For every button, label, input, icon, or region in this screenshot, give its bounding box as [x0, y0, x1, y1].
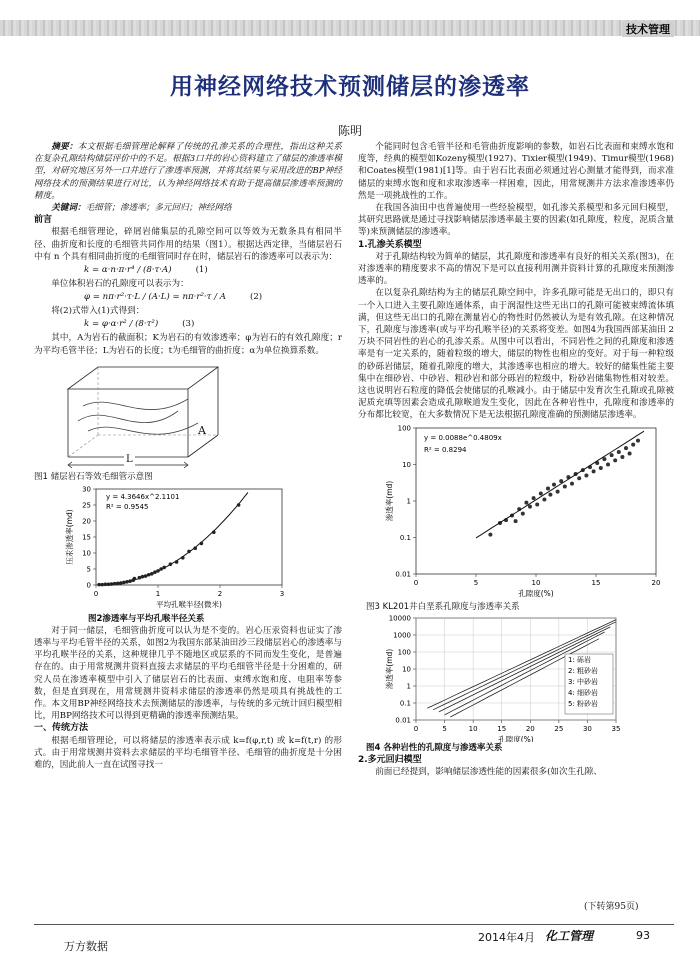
data-point: [539, 491, 543, 495]
figure-4: [366, 614, 666, 754]
paragraph: 在我国各油田中也普遍使用一些经验模型，如孔渗关系模型和多元回归模型，其研究思路就是通过寻找影响储层渗透率最主要的因素(如孔隙度，粒度，泥质含量等)来预测储层的渗透率。: [358, 203, 674, 238]
y-tick-label: 100: [397, 424, 411, 433]
x-tick-label: 35: [611, 724, 621, 733]
data-point: [200, 541, 204, 545]
legend-entry: 5: 粉砂岩: [568, 699, 599, 708]
subsection-2-heading: 2.多元回归模型: [358, 754, 422, 765]
equation-3: k = φ·α·r² / (8·τ²) (3): [84, 319, 195, 330]
x-tick-label: 0: [413, 724, 419, 733]
data-point: [617, 450, 621, 454]
y-axis-label: 渗透率(md): [385, 648, 394, 689]
y-tick-label: 1: [406, 682, 411, 691]
data-point: [548, 492, 552, 496]
data-point: [113, 582, 117, 586]
x-tick-label: 0: [413, 578, 419, 587]
x-tick-label: 5: [442, 724, 447, 733]
continued-note: (下转第95页): [584, 902, 639, 912]
fig2-chart: [54, 483, 294, 613]
article-author: 陈明: [337, 124, 362, 138]
x-tick-label: 10: [468, 724, 478, 733]
journal-name: 化工管理: [545, 929, 594, 943]
keywords: 关键词：毛细管；渗透率；多元回归；神经网络: [51, 203, 232, 214]
y-tick-label: 0.01: [395, 570, 411, 579]
left-column: [34, 141, 342, 771]
data-point: [175, 560, 179, 564]
data-point: [488, 532, 492, 536]
data-point: [125, 580, 129, 584]
data-point: [584, 473, 588, 477]
fit-equation: y = 4.3646x^2.1101: [106, 492, 180, 501]
data-point: [563, 484, 567, 488]
y-tick-label: 10000: [388, 614, 411, 623]
data-point: [147, 573, 151, 577]
data-point: [556, 489, 560, 493]
x-tick-label: 15: [591, 578, 601, 587]
section-tag: 技术管理: [622, 21, 674, 37]
figure-3: [366, 424, 666, 614]
y-tick-label: 20: [82, 517, 91, 526]
data-point: [100, 583, 104, 587]
x-tick-label: 3: [279, 589, 285, 598]
y-tick-label: 10: [402, 460, 411, 469]
data-point: [620, 455, 624, 459]
section-1-heading: 一、传统方法: [34, 723, 89, 734]
data-point: [592, 469, 596, 473]
capillary-diagram: [48, 361, 228, 469]
data-point: [532, 496, 536, 500]
fit-r2: R² = 0.8294: [424, 445, 467, 454]
data-point: [119, 581, 123, 585]
data-point: [631, 442, 635, 446]
data-point: [528, 504, 532, 508]
y-tick-label: 0.01: [395, 716, 411, 725]
data-point: [636, 438, 640, 442]
data-point: [187, 549, 191, 553]
data-point: [122, 580, 126, 584]
x-tick-label: 0: [93, 589, 99, 598]
figure-2: [54, 483, 294, 625]
x-tick-label: 20: [525, 724, 535, 733]
paragraph: 在以复杂孔隙结构为主的储层孔隙空间中，许多孔隙可能是无出口的，即只有一个入口进入主要孔隙连通体系，由于润湿性这些无出口的孔隙可能被束缚流体填满，但这些无出口的孔隙在测量岩心的物性时仍然被认为是有效孔隙。在这种情况下，孔隙度与渗透率(或与平均孔喉半径)的关系将变差。如图4为我国西部某油田 2 万块不同岩性的岩心的孔渗关系。从图中可以看出，不同岩性之间的孔隙度和渗透率是有一定关系的，随着粒级的增大，储层的物性也相应的变好。对于每一种粒级的砂砾岩储层，随着孔隙度的增大，其渗透率也相应的增大。较好的储集性能主要集中在细砂岩、中砂岩、粗砂岩和部分砾岩的粒级中，粉砂岩储集物性相对较差。这也说明岩石粒度的降低会使储层的孔喉减小。由于储层中发育次生孔隙或孔隙被泥质充填等因素会造成孔隙喉道发生变化，因此在各种岩性中，孔隙度和渗透率的分布都比较宽，在大多数情况下是无法根据孔隙度准确的预测储层渗透率。: [358, 288, 674, 421]
paragraph: 个能同时包含毛管半径和毛管曲折度影响的参数，如岩石比表面和束缚水饱和度等，经典的模型如Kozeny模型(1927)、Tixier模型(1949)、Timur模型(1968)和Coates模型(1981)[1]等。由于岩石比表面必须通过岩心测量才能得到，而求准储层的束缚水饱和度和求取渗透率一样困难，因此，用常规测井方法求准渗透率仍然是一项挑战性的工作。: [358, 142, 674, 201]
fig1-label-L: L: [126, 453, 133, 465]
y-tick-label: 10: [82, 549, 91, 558]
x-tick-label: 1: [155, 589, 161, 598]
header-band: [0, 20, 700, 36]
x-tick-label: 5: [473, 578, 479, 587]
data-point: [107, 582, 111, 586]
issue-date: 2014年4月: [478, 931, 535, 944]
y-axis-label: 渗透率(md): [385, 480, 394, 521]
y-tick-label: 1000: [393, 631, 411, 640]
data-point: [524, 500, 528, 504]
fig4-caption: 图4 各种岩性的孔隙度与渗透率关系: [366, 742, 503, 753]
data-point: [141, 575, 145, 579]
data-point: [610, 453, 614, 457]
paragraph: 对于孔隙结构较为简单的储层，其孔隙度和渗透率有良好的相关关系(图3)，在对渗透率的精度要求不高的情况下是可以直接利用测井资料计算的孔隙度来预测渗透率的。: [358, 251, 674, 287]
y-tick-label: 100: [397, 648, 411, 657]
fit-curve: [476, 431, 644, 538]
data-point: [110, 582, 114, 586]
y-tick-label: 1: [406, 497, 411, 506]
x-axis-label: 平均孔喉半径(微米): [156, 599, 222, 609]
y-tick-label: 0.1: [399, 533, 411, 542]
paragraph: 前面已经提到，影响储层渗透性能的因素很多(如次生孔隙、: [375, 766, 602, 777]
x-tick-label: 15: [497, 724, 507, 733]
paragraph: 根据毛细管理论，可以将储层的渗透率表示成 k=f(φ,r,t) 或 k=f(t,r) 的形式。由于用常规测井资料去求储层的平均毛细管半径、毛细管的曲折度是十分困难的，因此前人一直在试图寻找一: [34, 735, 342, 771]
y-tick-label: 15: [82, 533, 91, 542]
data-point: [97, 583, 101, 587]
data-point: [159, 567, 163, 571]
abstract: 摘要：本文根据毛细管理论解释了传统的孔渗关系的合理性，指出这种关系在复杂孔隙结构储层评价中的不足。根据3口井的岩心资料建立了储层的渗透率模型，对研究地区另外一口井进行了渗透率预测，并将其结果与采用改进的BP神经网络技术的预测结果进行对比，认为神经网络技术有助于提高储层渗透率预测的精度。: [34, 142, 342, 201]
fig1-label-A: A: [198, 423, 206, 437]
fig3-caption: 图3 KL201井白垩系孔隙度与渗透率关系: [366, 601, 520, 612]
data-point: [138, 576, 142, 580]
data-point: [104, 582, 108, 586]
y-tick-label: 0.1: [399, 699, 411, 708]
data-point: [577, 476, 581, 480]
footer-divider: [34, 924, 674, 925]
data-point: [116, 581, 120, 585]
right-column: [358, 141, 674, 778]
fit-equation: y = 0.0088e^0.4809x: [424, 433, 502, 442]
data-point: [150, 572, 154, 576]
y-tick-label: 0: [86, 581, 91, 590]
legend-entry: 2: 粗砂岩: [568, 666, 599, 675]
article-title: 用神经网络技术预测储层的渗透率: [170, 74, 530, 100]
x-tick-label: 20: [651, 578, 661, 587]
x-tick-label: 25: [554, 724, 564, 733]
y-axis-label: 压汞渗透率(md): [65, 509, 74, 565]
data-point: [144, 574, 148, 578]
fig1-caption: 图1 储层岩石等效毛细管示意图: [34, 471, 153, 482]
data-point: [599, 466, 603, 470]
data-point: [237, 503, 241, 507]
data-point: [521, 511, 525, 515]
x-tick-label: 30: [582, 724, 592, 733]
data-point: [624, 446, 628, 450]
data-point: [133, 577, 137, 581]
x-axis-label: 孔隙度(%): [518, 588, 554, 598]
equation-1: k = α·n·π·r⁴ / (8·τ·A) (1): [84, 265, 208, 276]
paragraph: 将(2)式带入(1)式得到：: [51, 306, 145, 317]
fig4-chart: [366, 614, 666, 742]
preface-heading: 前言: [34, 215, 53, 226]
legend-entry: 4: 细砂岩: [568, 688, 599, 697]
figure-1: [34, 361, 228, 483]
data-point: [162, 565, 166, 569]
paragraph: 其中，A为岩石的截面积；K为岩石的有效渗透率；φ为岩石的有效孔隙度；r为平均毛管半径；L为岩石的长度；t为毛细管的曲折度；α为单位换算系数。: [34, 333, 342, 356]
fit-r2: R² = 0.9545: [106, 502, 149, 511]
y-tick-label: 30: [82, 485, 91, 494]
paragraph: 单位体积岩石的孔隙度可以表示为：: [51, 279, 189, 290]
source-watermark: 万方数据: [64, 940, 108, 953]
data-point: [156, 569, 160, 573]
x-tick-label: 2: [217, 589, 223, 598]
data-point: [181, 556, 185, 560]
data-point: [542, 497, 546, 501]
data-point: [606, 462, 610, 466]
x-tick-label: 10: [531, 578, 541, 587]
data-point: [628, 451, 632, 455]
fig3-chart: [366, 424, 666, 600]
y-tick-label: 5: [86, 565, 91, 574]
page-number: 93: [636, 929, 650, 942]
data-point: [546, 486, 550, 490]
equation-2: φ = nπ·r²·τ·L / (A·L) = nπ·r²·τ / A (2): [84, 292, 263, 303]
data-point: [613, 458, 617, 462]
y-tick-label: 10: [402, 665, 411, 674]
paragraph: 根据毛细管理论，碎屑岩储集层的孔隙空间可以等效为无数条具有相同半径、曲折度和长度的毛细管共同作用的结果（图1）。根据达西定律，当储层岩石中有 n 个具有相同曲折度的毛细管同时存在时，储层岩石的渗透率可以表示为：: [34, 227, 342, 262]
data-point: [535, 502, 539, 506]
fig2-caption: 图2渗透率与平均孔喉半径关系: [88, 613, 205, 624]
data-point: [169, 562, 173, 566]
subsection-1-heading: 1.孔渗关系模型: [358, 239, 422, 250]
data-point: [153, 570, 157, 574]
data-point: [514, 519, 518, 523]
paragraph: 对于同一储层，毛细管曲折度可以认为是不变的。岩心压汞资料也证实了渗透率与平均毛管半径的关系，如图2为我国东部某油田沙三段储层岩心的渗透率与平均孔喉半径的关系，这种规律几乎不随地区或层系的不同而发生变化，是普遍存在的。由于用常规测井资料直接去求储层的平均毛细管半径是十分困难的，研究人员在渗透率模型中引入了储层岩石的比表面、束缚水饱和度、电阻率等参数，但是直到现在，用常规测井资料求储层的渗透率仍然是项具有挑战性的工作。本文用BP神经网络技术去预测储层的渗透率，与传统的多元统计回归模型相比，用BP网络技术可以得到更精确的渗透率预测结果。: [34, 625, 342, 722]
data-point: [552, 482, 556, 486]
legend-entry: 3: 中砂岩: [568, 677, 599, 686]
y-tick-label: 25: [82, 501, 91, 510]
x-axis-label: 孔隙度(%): [498, 734, 534, 742]
legend-entry: 1: 砾岩: [568, 655, 592, 664]
data-point: [570, 481, 574, 485]
data-point: [128, 579, 132, 583]
data-point: [193, 546, 197, 550]
data-point: [212, 530, 216, 534]
